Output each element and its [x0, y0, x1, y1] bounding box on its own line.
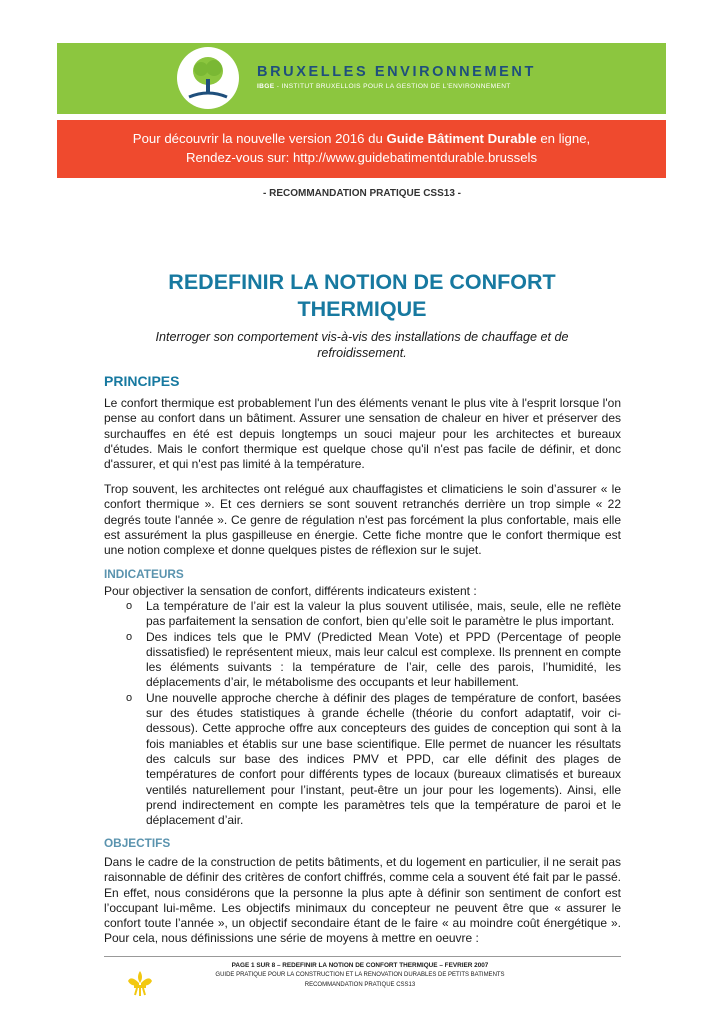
page-title: [0, 269, 724, 323]
list-item-text: La température de l’air est la valeur la plus souvent utilisée, mais, seule, elle ne reflète pas parfaitement la sensation de confort, bien qu’elle soit le paramètre le plus important.: [146, 599, 621, 629]
list-item: [104, 691, 621, 829]
list-item-text: Une nouvelle approche cherche à définir des plages de température de confort, basées sur des études statistiques à grande échelle (théorie du confort adaptatif, voir ci-dessous). Cette approche offre aux concepteurs des guides de conception qui sont à la fois maniables et établis sur une base scientifique. Elle permet de nuancer les résultats des calculs sur base des indices PMV et PPD, car elle définit des plages de températures de confort pour différents types de locaux (bureaux climatisés et bureaux ventilés naturellement pour l’instant, peut-être un jour pour les logements). Ainsi, elle prend indirectement en compte les paramètres tels que la température de paroi et le déplacement d’air.: [146, 690, 621, 828]
bullet-glyph: o: [126, 630, 133, 643]
promo-guide-name: Guide Bâtiment Durable: [386, 131, 537, 146]
indicateurs-intro: Pour objectiver la sensation de confort, différents indicateurs existent :: [104, 584, 477, 598]
promo-pre: Pour découvrir la nouvelle version 2016 du: [132, 131, 387, 146]
iris-emblem-icon: [125, 968, 155, 998]
list-item: [104, 599, 621, 630]
bullet-glyph: o: [126, 600, 133, 612]
promo-post: en ligne,: [536, 131, 591, 146]
tree-logo-icon: [177, 47, 239, 109]
principes-paragraph-2: Trop souvent, les architectes ont relégué aux chauffagistes et climaticiens le soin d’assurer « le confort thermique ». Et ces derniers se sont souvent retranchés derrière un trop simple « 22 degrés toute l'année ». Ce genre de régulation n'est pas forcément la plus confortable, mais elle est assurément la plus gaspilleuse en énergie. Cette fiche montre que le confort thermique est une notion complexe et donne quelques pistes de réflexion sur le sujet.: [104, 482, 621, 558]
indicateurs-heading: INDICATEURS: [104, 567, 184, 581]
brand-name: BRUXELLES ENVIRONNEMENT: [257, 64, 536, 80]
footer-guide-name: GUIDE PRATIQUE POUR LA CONSTRUCTION ET LA RENOVATION DURABLES DE PETITS BATIMENTS: [215, 972, 505, 978]
footer-reco-id: RECOMMANDATION PRATIQUE CSS13: [304, 982, 416, 988]
list-item-text: Des indices tels que le PMV (Predicted Mean Vote) et PPD (Percentage of people dissatisfied) le représentent mieux, mais leur calcul est complexe. Ils prennent en compte les éléments suivants : la température de l’air, celle des parois, l’humidité, les déplacements d’air, le métabolisme des occupants et leur habillement.: [146, 629, 621, 690]
promo-line-1: [57, 129, 666, 148]
brand-sub-strong: IBGE: [257, 83, 275, 90]
header-banner: [57, 43, 666, 114]
title-line-2: THERMIQUE: [297, 297, 427, 321]
principes-paragraph-1: Le confort thermique est probablement l'un des éléments venant le plus vite à l'esprit lorsque l'on pense au confort dans un bâtiment. Assurer une sensation de chaleur en hiver et préserver des surchauffes en été est depuis longtemps un souci majeur pour les architectes et bureaux d'études. Mais le confort thermique est quelque chose qu'il n'est pas facile de définir, et donc d'assurer, et qui n'est pas limité à la température.: [104, 396, 621, 472]
promo-link[interactable]: Rendez-vous sur: http://www.guidebatimentdurable.brussels: [185, 150, 538, 165]
bullet-glyph: o: [126, 691, 133, 704]
promo-banner: [57, 120, 666, 178]
footer-divider: [104, 956, 621, 957]
recommendation-label: - RECOMMANDATION PRATIQUE CSS13 -: [263, 188, 461, 199]
footer-page-info: PAGE 1 SUR 8 – REDEFINIR LA NOTION DE CONFORT THERMIQUE – FEVRIER 2007: [231, 962, 489, 969]
indicateurs-list: [104, 599, 621, 828]
principes-heading: PRINCIPES: [104, 373, 180, 389]
brand-subtitle: [257, 83, 511, 90]
objectifs-paragraph: Dans le cadre de la construction de petits bâtiments, et du logement en particulier, il ne serait pas raisonnable de définir des critères de confort chiffrés, comme cela a souvent été fait par le passé. En effet, nous considérons que la personne la plus apte à définir son sentiment de confort est l’occupant lui-même. Les objectifs minimaux du concepteur ne peuvent être que « assurer le confort toute l’année », un objectif secondaire étant de le faire « au moindre coût énergétique ». Pour cela, nous définissions une série de moyens à mettre en oeuvre :: [104, 855, 621, 946]
list-item: [104, 630, 621, 691]
brand-sub-rest: - INSTITUT BRUXELLOIS POUR LA GESTION DE L'ENVIRONNEMENT: [274, 83, 511, 90]
page-subtitle: Interroger son comportement vis-à-vis des installations de chauffage et de refroidissement.: [155, 330, 569, 360]
title-line-1: REDEFINIR LA NOTION DE CONFORT: [168, 270, 556, 294]
objectifs-heading: OBJECTIFS: [104, 836, 171, 850]
